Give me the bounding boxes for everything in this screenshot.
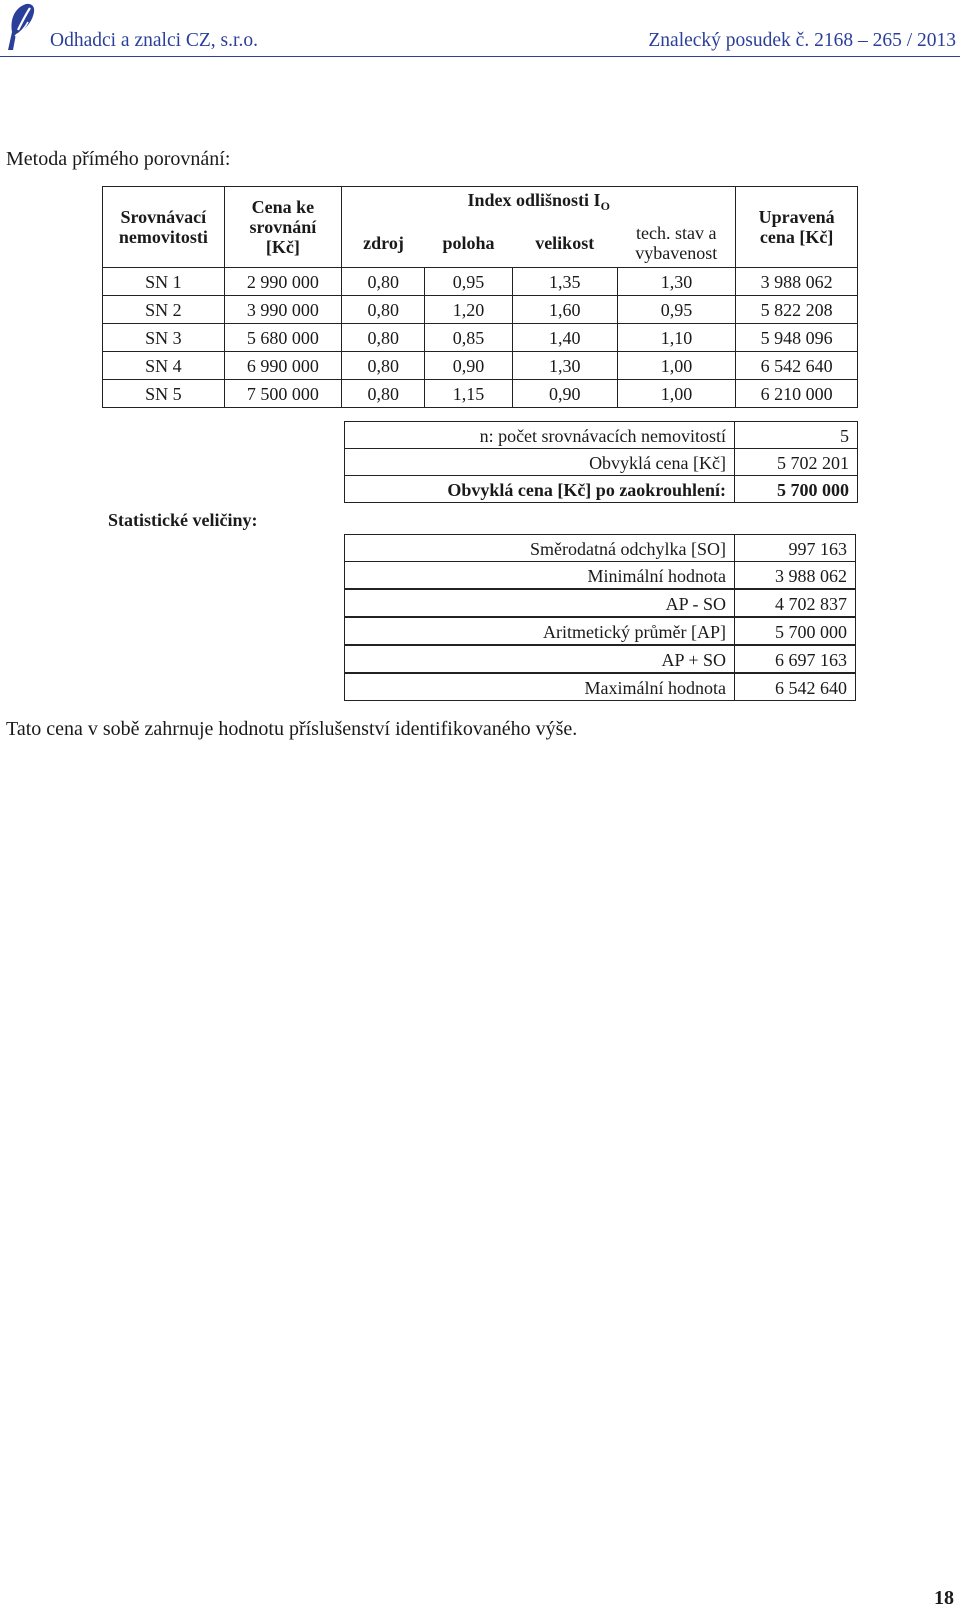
stat-count-value: 5: [734, 421, 858, 449]
cell-price: 2 990 000: [224, 268, 342, 296]
cell-source: 0,80: [342, 296, 425, 324]
table-row: [103, 296, 858, 324]
cell-name: SN 5: [103, 380, 225, 408]
cell-source: 0,80: [342, 324, 425, 352]
table-row: [103, 268, 858, 296]
cell-adjusted: 5 822 208: [736, 296, 858, 324]
stat-row-usual: [344, 448, 858, 476]
stat-row-std: [344, 534, 856, 562]
stat-std-value: 997 163: [734, 534, 856, 562]
page-number: 18: [934, 1587, 954, 1609]
company-logo-icon: [4, 2, 40, 52]
cell-size: 1,35: [512, 268, 617, 296]
cell-adjusted: 5 948 096: [736, 324, 858, 352]
cell-condition: 1,10: [617, 324, 736, 352]
page-header: [0, 0, 960, 58]
stat-ap-plus-label: AP + SO: [344, 645, 735, 673]
cell-condition: 1,00: [617, 380, 736, 408]
stat-max-label: Maximální hodnota: [344, 673, 735, 701]
stat-row-ap-minus: [344, 589, 856, 617]
cell-name: SN 1: [103, 268, 225, 296]
stat-row-count: [344, 421, 858, 449]
cell-location: 1,20: [425, 296, 512, 324]
stat-row-avg: [344, 617, 856, 645]
cell-name: SN 2: [103, 296, 225, 324]
comparison-table: [102, 186, 858, 408]
stat-ap-minus-value: 4 702 837: [734, 589, 856, 617]
table-row: [103, 324, 858, 352]
stat-row-rounded: [344, 475, 858, 503]
stat-avg-value: 5 700 000: [734, 617, 856, 645]
cell-price: 3 990 000: [224, 296, 342, 324]
cell-source: 0,80: [342, 268, 425, 296]
header-source: zdroj: [342, 219, 425, 268]
header-index-sub: O: [600, 199, 610, 213]
cell-price: 7 500 000: [224, 380, 342, 408]
cell-price: 6 990 000: [224, 352, 342, 380]
cell-location: 1,15: [425, 380, 512, 408]
stat-min-label: Minimální hodnota: [344, 561, 735, 589]
stat-min-value: 3 988 062: [734, 561, 856, 589]
cell-name: SN 4: [103, 352, 225, 380]
footnote: Tato cena v sobě zahrnuje hodnotu příslušenství identifikovaného výše.: [6, 718, 578, 740]
header-property: Srovnávací nemovitosti: [103, 187, 225, 268]
cell-condition: 1,30: [617, 268, 736, 296]
cell-adjusted: 3 988 062: [736, 268, 858, 296]
stat-ap-minus-label: AP - SO: [344, 589, 735, 617]
company-name: Odhadci a znalci CZ, s.r.o.: [50, 30, 258, 51]
stat-row-min: [344, 561, 856, 589]
stat-usual-label: Obvyklá cena [Kč]: [344, 448, 735, 476]
cell-name: SN 3: [103, 324, 225, 352]
cell-condition: 1,00: [617, 352, 736, 380]
cell-source: 0,80: [342, 352, 425, 380]
report-number: Znalecký posudek č. 2168 – 265 / 2013: [648, 30, 956, 51]
cell-source: 0,80: [342, 380, 425, 408]
header-location: poloha: [425, 219, 512, 268]
stat-avg-label: Aritmetický průměr [AP]: [344, 617, 735, 645]
table-row: [103, 380, 858, 408]
header-condition: tech. stav a vybavenost: [617, 219, 736, 268]
cell-location: 0,85: [425, 324, 512, 352]
stat-row-ap-plus: [344, 645, 856, 673]
cell-condition: 0,95: [617, 296, 736, 324]
stats-label: Statistické veličiny:: [108, 510, 258, 530]
cell-adjusted: 6 542 640: [736, 352, 858, 380]
cell-size: 1,30: [512, 352, 617, 380]
stat-ap-plus-value: 6 697 163: [734, 645, 856, 673]
header-index-label: Index odlišnosti I: [467, 190, 601, 210]
cell-size: 0,90: [512, 380, 617, 408]
stat-usual-value: 5 702 201: [734, 448, 858, 476]
cell-size: 1,60: [512, 296, 617, 324]
cell-location: 0,95: [425, 268, 512, 296]
method-title: Metoda přímého porovnání:: [6, 148, 231, 170]
stat-std-label: Směrodatná odchylka [SO]: [344, 534, 735, 562]
cell-size: 1,40: [512, 324, 617, 352]
header-index: [342, 187, 736, 220]
stat-count-label: n: počet srovnávacích nemovitostí: [344, 421, 735, 449]
header-price: Cena ke srovnání [Kč]: [224, 187, 342, 268]
stat-row-max: [344, 673, 856, 701]
cell-location: 0,90: [425, 352, 512, 380]
cell-adjusted: 6 210 000: [736, 380, 858, 408]
cell-price: 5 680 000: [224, 324, 342, 352]
table-row: [103, 352, 858, 380]
stat-max-value: 6 542 640: [734, 673, 856, 701]
header-size: velikost: [512, 219, 617, 268]
stat-rounded-label: Obvyklá cena [Kč] po zaokrouhlení:: [344, 475, 735, 503]
stat-rounded-value: 5 700 000: [734, 475, 858, 503]
header-divider: [0, 56, 960, 57]
header-adjusted: Upravená cena [Kč]: [736, 187, 858, 268]
